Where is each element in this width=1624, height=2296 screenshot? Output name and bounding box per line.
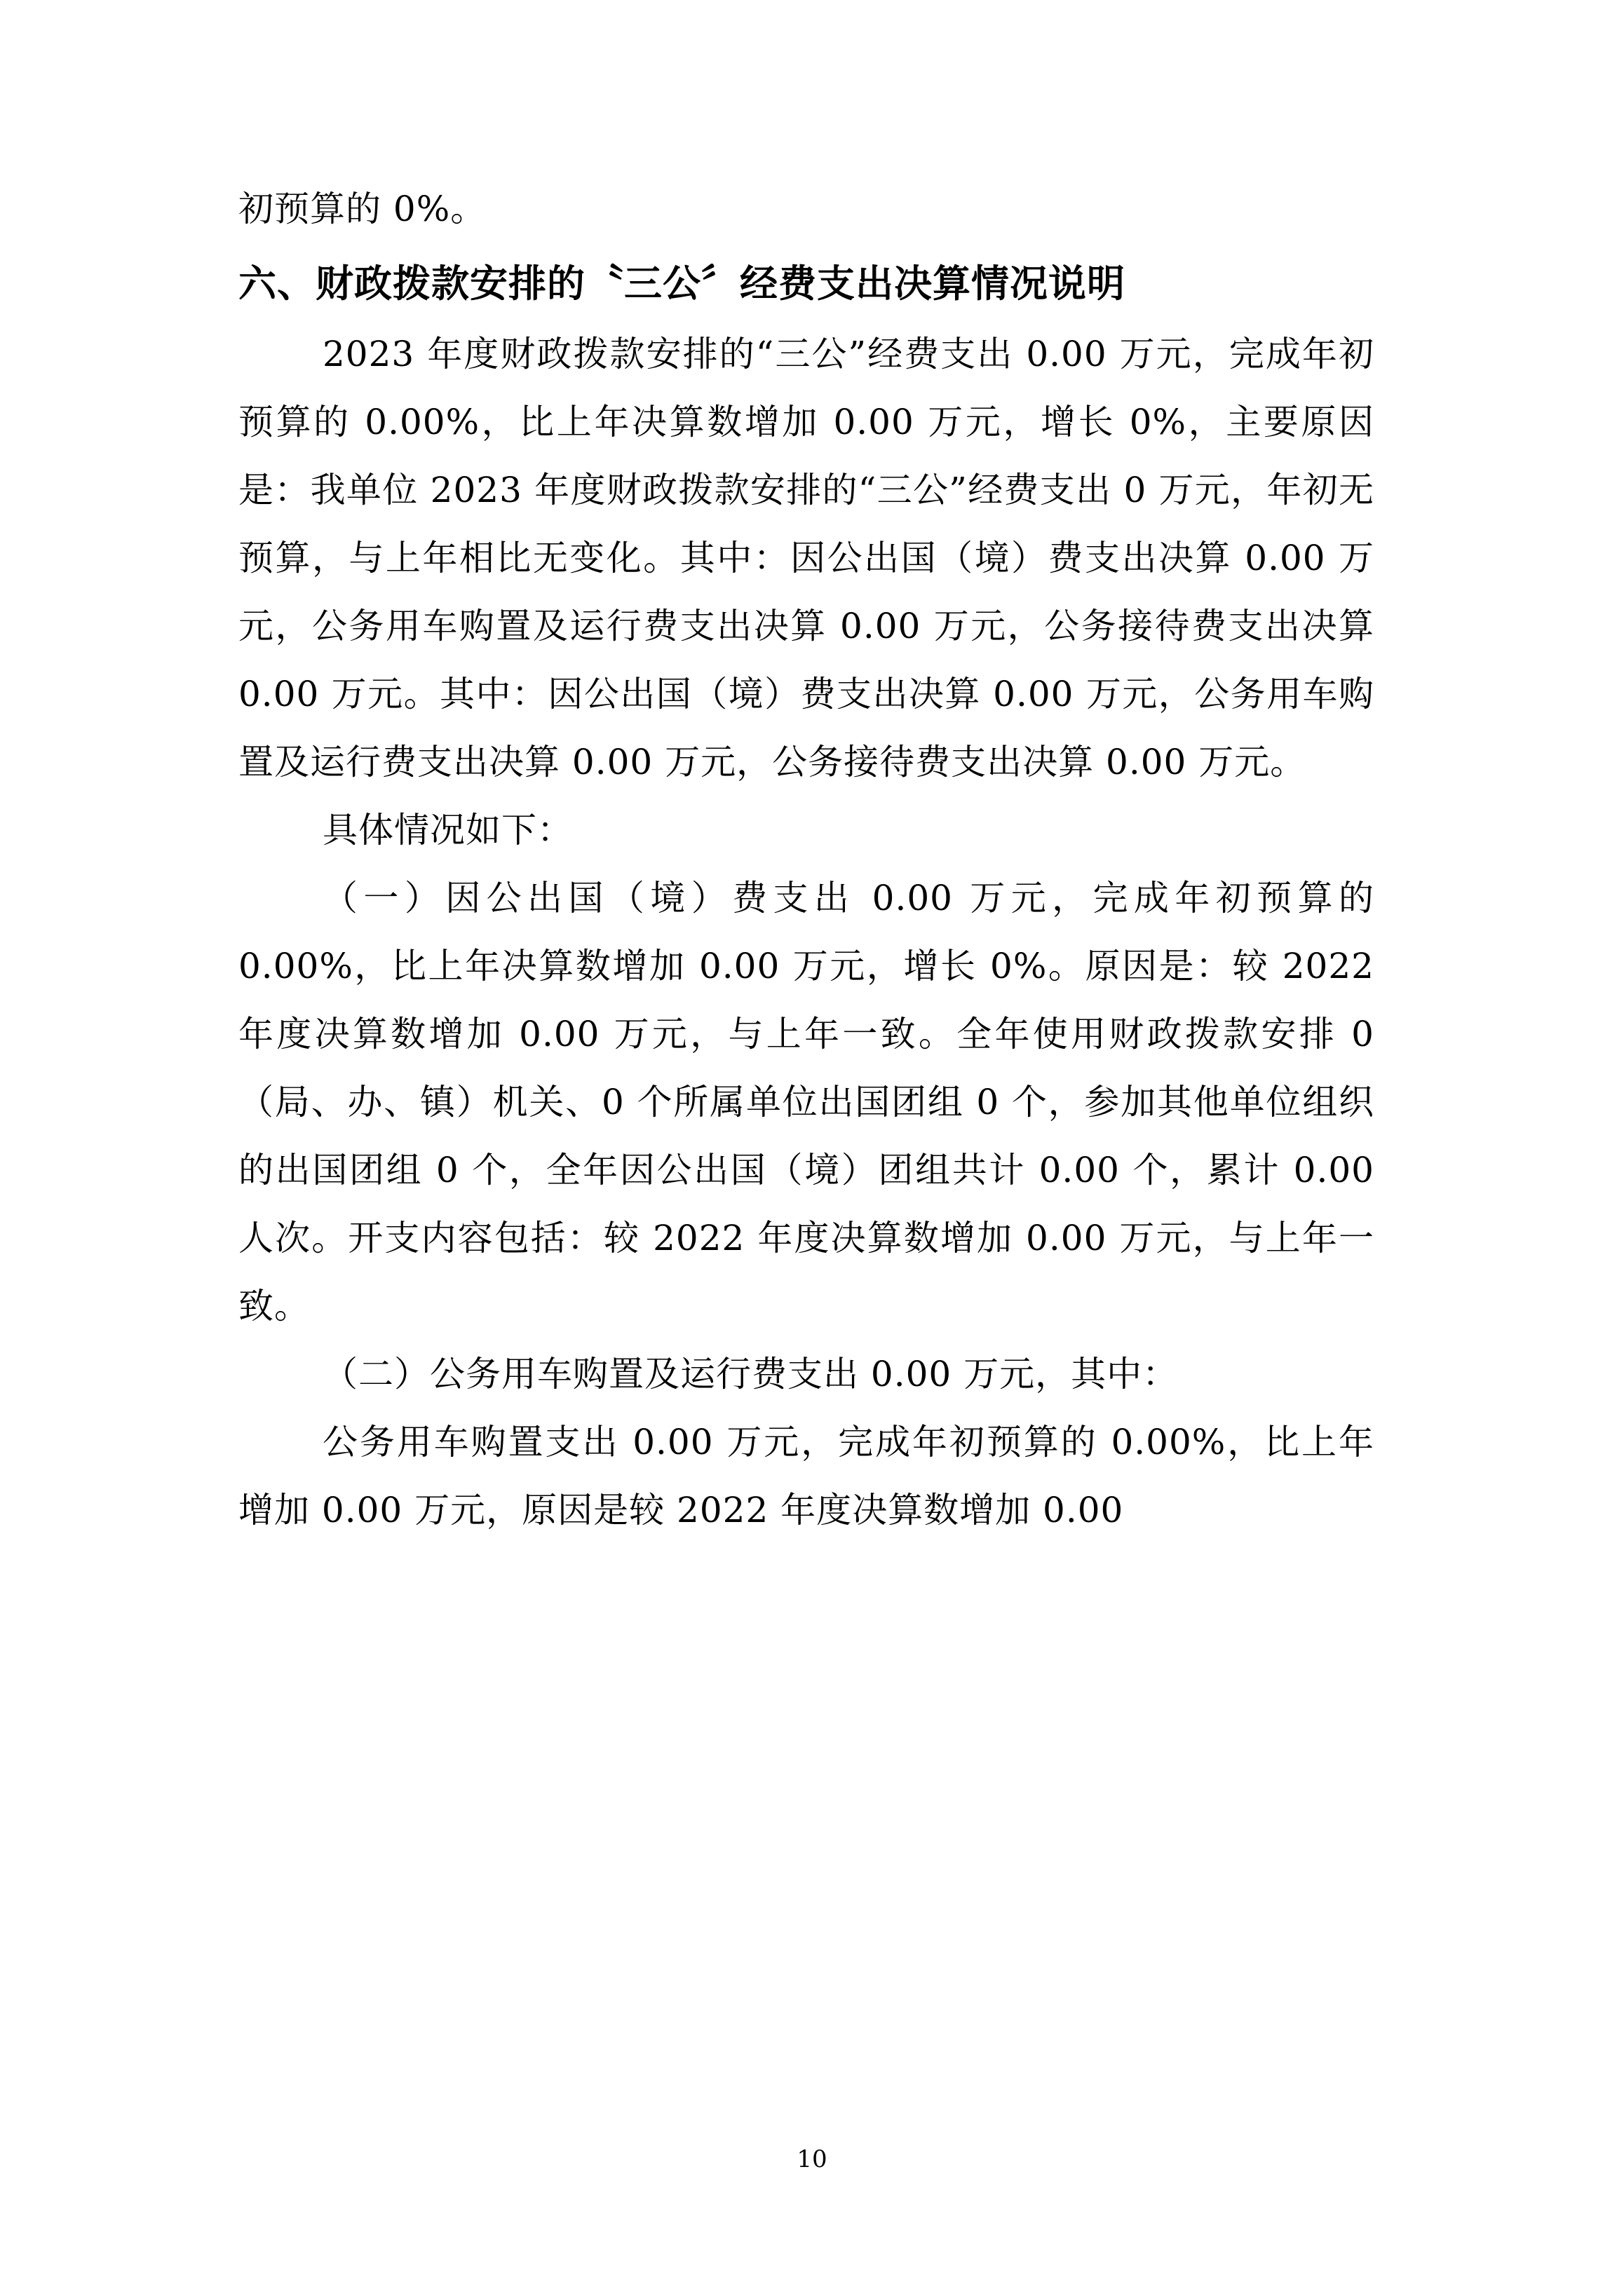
paragraph-item-two-vehicles: （二）公务用车购置及运行费支出 0.00 万元，其中： [323,1354,1179,1394]
paragraph-details-lead: 具体情况如下： [323,810,573,850]
paragraph-continuation: 初预算的 0%。 [238,189,487,229]
paragraph-sangong-summary: 2023 年度财政拨款安排的“三公”经费支出 0.00 万元，完成年初预算的 0.00%，比上年决算数增加 0.00 万元，增长 0%，主要原因是：我单位 2023 年度财政拨款安排的“三公”经费支出 0 万元，年初无预算，与上年相比无变化。其中：因公出国（境）费支出决算 0.00 万元，公务用车购置及运行费支出决算 0.00 万元，公务接待费支出决算 0.00 万元。其中：因公出国（境）费支出决算 0.00 万元，公务用车购置及运行费支出决算 0.00 万元，公务接待费支出决算 0.00 万元。 [238,334,1374,782]
page-number: 10 [797,2145,827,2173]
page-body [238,175,1374,1544]
paragraph-item-one-overseas: （一）因公出国（境）费支出 0.00 万元，完成年初预算的 0.00%，比上年决算数增加 0.00 万元，增长 0%。原因是：较 2022 年度决算数增加 0.00 万元，与上年一致。全年使用财政拨款安排 0（局、办、镇）机关、0 个所属单位出国团组 0 个，参加其他单位组织的出国团组 0 个，全年因公出国（境）团组共计 0.00 个，累计 0.00 人次。开支内容包括：较 2022 年度决算数增加 0.00 万元，与上年一致。 [238,878,1374,1326]
paragraph-vehicle-purchase: 公务用车购置支出 0.00 万元，完成年初预算的 0.00%，比上年增加 0.00 万元，原因是较 2022 年度决算数增加 0.00 [238,1422,1374,1530]
section-heading-six: 六、财政拨款安排的〝三公〞经费支出决算情况说明 [238,261,1125,306]
